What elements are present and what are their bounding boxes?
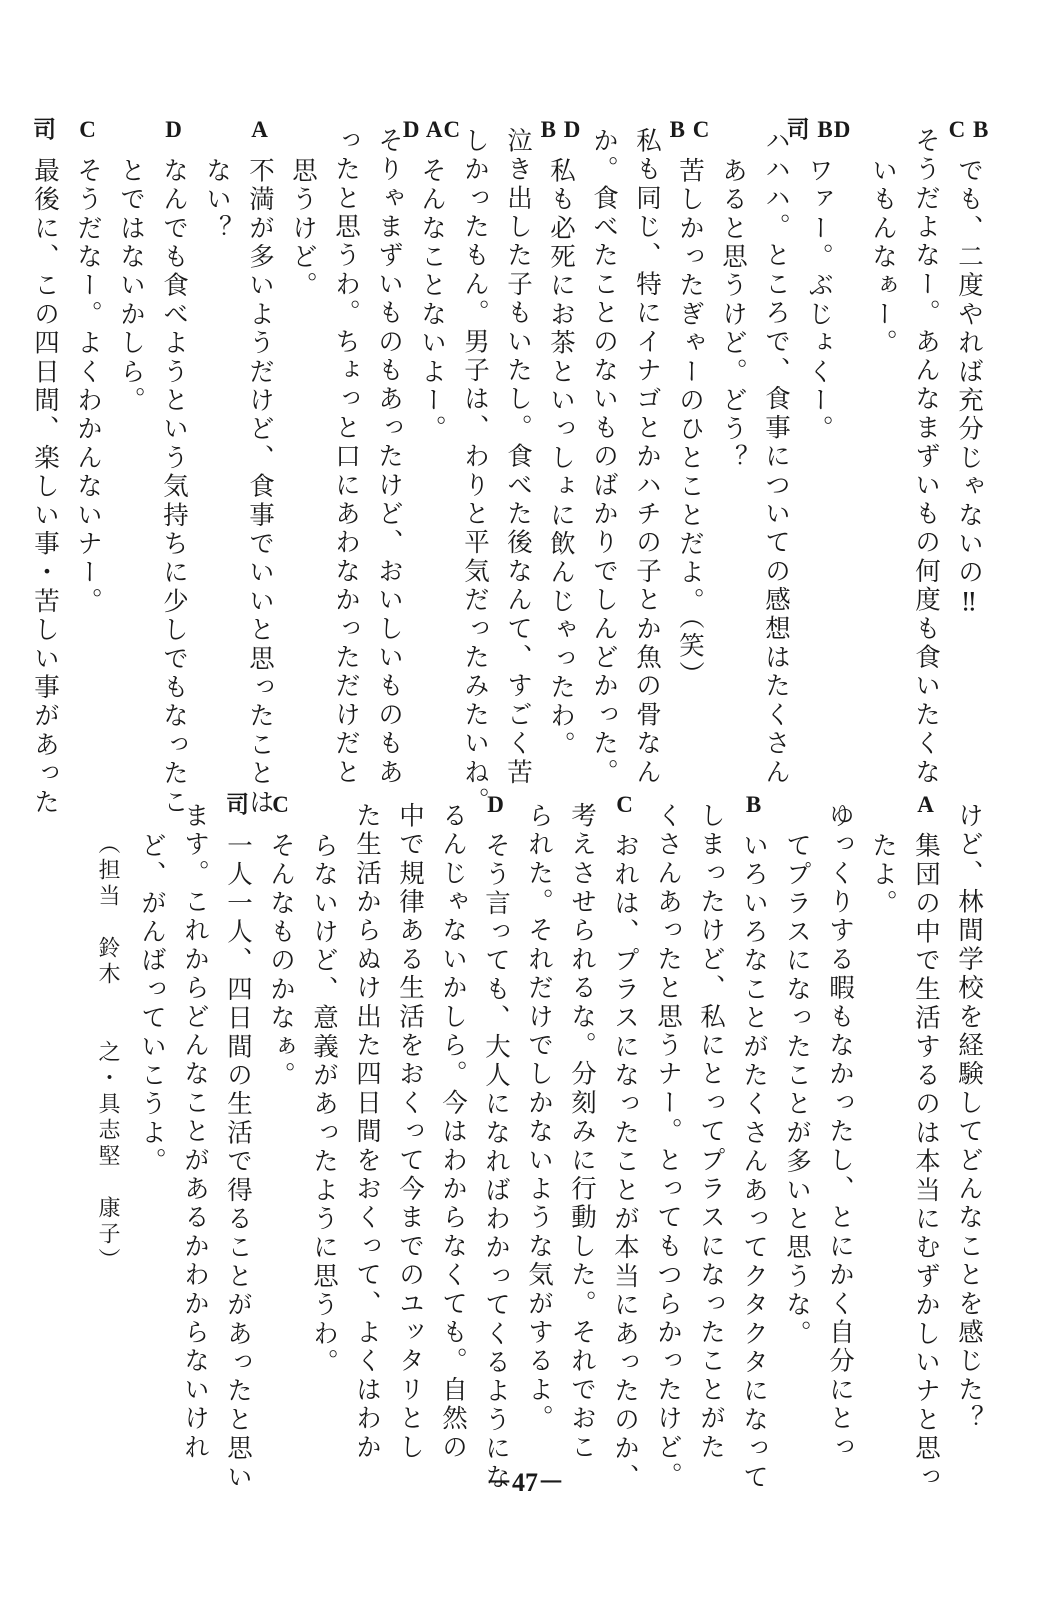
text-column [753,115,799,788]
dialogue-text: たよ。 [868,832,898,919]
dialogue-text: 集団の中で生活するのは本当にむずかしいナと思っ [911,832,941,1493]
speaker-label: B D [540,117,582,142]
text-column [22,115,68,818]
text-column [194,115,240,775]
dialogue-text: るんじゃないかしら。今はわからなくても。自然の [438,802,468,1463]
text-column [860,115,906,775]
text-column [65,115,111,775]
text-column [946,790,992,1434]
text-column [402,115,462,775]
dialogue-text: とではないかしら。 [116,157,146,416]
speaker-label: C [272,792,290,817]
text-column [774,790,820,1430]
dialogue-text: ったと思うわ。ちょっと口にあわなかっただけだと [331,127,361,788]
text-column [667,115,713,775]
text-column [559,790,605,1463]
speaker-label: C B [948,117,990,142]
dialogue-text: そうだよなー。あんなまずいもの何度も食いたくな [911,127,941,788]
dialogue-text: けど、林間学校を経験してどんなことを感じた？ [954,802,984,1434]
text-column [516,790,562,1434]
page-number: －47－ [485,1468,564,1497]
dialogue-text: か。食べたことのないものばかりでしんどかった。 [589,127,619,788]
dialogue-text: 中で規律ある生活をおくって今までのユッタリとし [395,802,425,1463]
dialogue-text: しかったもん。男子は、わりと平気だったみたいね。 [460,127,490,816]
dialogue-text: 苦しかったぎゃーのひとことだよ。（笑） [675,157,705,690]
text-column [495,115,541,788]
dialogue-text: ど、がんばっていこうよ。 [137,832,167,1177]
dialogue-text: 私も必死にお茶といっしょに飲んじゃったわ。 [546,157,576,760]
dialogue-text: そんなものかなぁ。 [266,832,296,1091]
text-column [280,115,326,775]
dialogue-text: 考えさせられるな。分刻みに行動した。それでおこ [567,802,597,1463]
dialogue-text: ゆっくりする暇もなかったし、とにかく自分にとっ [825,802,855,1463]
dialogue-text: 泣き出した子もいたし。食べた後なんて、すごく苦 [503,127,533,788]
text-column [624,115,670,788]
text-column [710,115,756,775]
dialogue-text: いもんなぁー。 [868,157,898,358]
text-column [946,115,992,775]
dialogue-text: そりゃまずいものもあったけど、おいしいものもあ [374,127,404,788]
speaker-label: 司 [33,117,57,142]
speaker-label: D [165,117,183,142]
text-column [366,115,412,788]
speaker-label: C [79,117,97,142]
text-column [817,790,863,1463]
text-column [258,790,304,1430]
dialogue-text: 不満が多いようだけど、食事でいいと思ったことは [245,157,275,818]
dialogue-text: た生活からぬけ出た四日間をおくって、よくはわか [352,802,382,1463]
dialogue-text: おれは、プラスになったことが本当にあったのか、 [610,832,640,1493]
dialogue-text: 思うけど。 [288,157,318,301]
text-column [237,115,283,818]
credit-text: （担当 鈴木 之・具志堅 康子） [95,832,120,1274]
speaker-label: C [616,792,634,817]
text-column [602,790,648,1493]
speaker-label: A [917,792,935,817]
text-column [430,790,476,1463]
dialogue-text: 私も同じ、特にイナゴとかハチの子とか魚の骨なん [632,127,662,788]
text-column [645,790,691,1491]
dialogue-text: そうだなー。よくわかんないナー。 [73,157,103,617]
speaker-label: D AC [402,117,462,142]
dialogue-text: 一人一人、四日間の生活で得ることがあったと思い [223,832,253,1493]
text-column [473,790,519,1493]
text-column [215,790,261,1493]
dialogue-text: てプラスになったことが多いと思うな。 [782,832,812,1349]
dialogue-text: でも、二度やれば充分じゃないの‼ [954,157,984,621]
text-column [903,115,949,788]
dialogue-text: しまったけど、私にとってプラスになったことがた [696,802,726,1463]
dialogue-text: そう言っても、大人になればわかってくるようにな [481,832,511,1493]
dialogue-text: らないけど、意義があったように思うわ。 [309,832,339,1378]
text-column [786,115,852,775]
text-column [903,790,949,1493]
text-column [688,790,734,1463]
speaker-label: B C [669,117,711,142]
dialogue-text: あると思うけど。どう？ [718,157,748,473]
dialogue-text: なんでも食べようという気持ちに少しでもなったこ [159,157,189,818]
top-half [30,115,1000,818]
text-column [387,790,433,1463]
dialogue-text: そんなことないよー。 [417,157,447,444]
dialogue-text: 最後に、この四日間、楽しい事・苦しい事があった [30,157,60,818]
text-column [731,790,777,1493]
text-column [581,115,627,788]
text-column [108,115,154,775]
text-column [172,790,218,1463]
dialogue-text: ハハハ。ところで、食事についての感想はたくさん [761,127,791,788]
dialogue-text: ワァー。ぶじょくー。 [804,157,834,444]
speaker-label: 司 [226,792,250,817]
dialogue-text: くさんあったと思うナー。とってもつらかったけど。 [653,802,683,1491]
text-column [151,115,197,818]
speaker-label: A [251,117,269,142]
text-column [538,115,584,775]
credit-column [84,790,130,1430]
dialogue-text: ない？ [202,157,232,244]
dialogue-text: いろいろなことがたくさんあってクタクタになって [739,832,769,1493]
text-column [129,790,175,1430]
text-column [344,790,390,1463]
text-column [452,115,498,816]
text-column [301,790,347,1430]
speaker-label: D [487,792,505,817]
dialogue-text: られた。それだけでしかないような気がするよ。 [524,802,554,1434]
text-column [323,115,369,788]
dialogue-text: ます。これからどんなことがあるかわからないけれ [180,802,210,1463]
speaker-label: B [745,792,763,817]
text-column [860,790,906,1430]
speaker-label: 司 BD [786,117,852,142]
